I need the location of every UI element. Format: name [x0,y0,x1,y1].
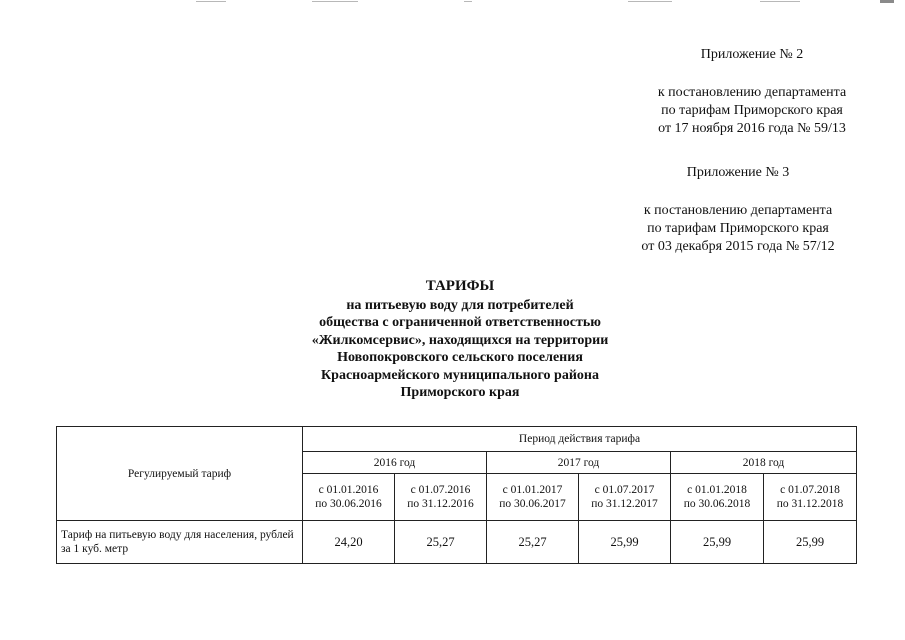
period-from: с 01.07.2017 [594,484,655,496]
heading-line: Красноармейского муниципального района [321,367,599,383]
table-row [57,521,857,564]
heading-line: «Жилкомсервис», находящихся на территории [311,332,609,348]
header-period [579,474,671,521]
heading-line: общества с ограниченной ответственностью [319,315,601,330]
period-from: с 01.01.2016 [318,484,379,496]
header-validity-period: Период действия тарифа [303,427,857,452]
tariff-value-cell: 25,27 [395,521,487,564]
period-to: по 31.12.2017 [591,498,658,510]
header-period [395,474,487,521]
period-from: с 01.07.2018 [780,484,840,496]
scan-edge-marks [0,0,905,6]
period-from: с 01.07.2016 [410,484,471,496]
period-to: по 30.06.2017 [499,498,566,510]
period-from: с 01.01.2018 [687,484,747,496]
document-title: ТАРИФЫ [425,278,495,294]
header-period [764,474,857,521]
heading-line: Приморского края [400,385,520,400]
appendix-3-line: от 03 декабря 2015 года № 57/12 [641,239,835,254]
document-heading [180,278,740,402]
period-to: по 30.06.2018 [683,498,751,510]
tariff-value-cell: 25,99 [579,521,671,564]
appendix-3-line: к постановлению департамента [643,203,833,218]
appendix-2-title: Приложение № 2 [700,47,804,62]
period-to: по 30.06.2016 [315,498,382,510]
tariff-name-cell: Тариф на питьевую воду для населения, рублей за 1 куб. метр [57,521,303,564]
tariff-value-cell: 25,99 [671,521,764,564]
appendix-3-line: по тарифам Приморского края [647,221,829,236]
header-year-2017: 2017 год [487,452,671,474]
appendix-2-line: по тарифам Приморского края [661,103,843,118]
heading-line: на питьевую воду для потребителей [346,297,574,313]
header-period [487,474,579,521]
appendix-2-block [622,46,882,138]
header-period [303,474,395,521]
appendix-2-line: к постановлению департамента [657,85,847,100]
tariff-table [56,426,857,564]
tariff-value-cell: 24,20 [303,521,395,564]
tariff-value-cell: 25,27 [487,521,579,564]
period-to: по 31.12.2016 [407,498,474,510]
period-from: с 01.01.2017 [502,484,563,496]
header-year-2016: 2016 год [303,452,487,474]
header-year-2018: 2018 год [671,452,857,474]
appendix-3-block [608,164,868,256]
period-to: по 31.12.2018 [776,498,844,510]
header-period [671,474,764,521]
tariff-value-cell: 25,99 [764,521,857,564]
header-regulated-tariff: Регулируемый тариф [57,427,303,521]
appendix-3-title: Приложение № 3 [686,165,790,180]
appendix-2-line: от 17 ноября 2016 года № 59/13 [658,121,846,136]
heading-line: Новопокровского сельского поселения [337,350,583,365]
